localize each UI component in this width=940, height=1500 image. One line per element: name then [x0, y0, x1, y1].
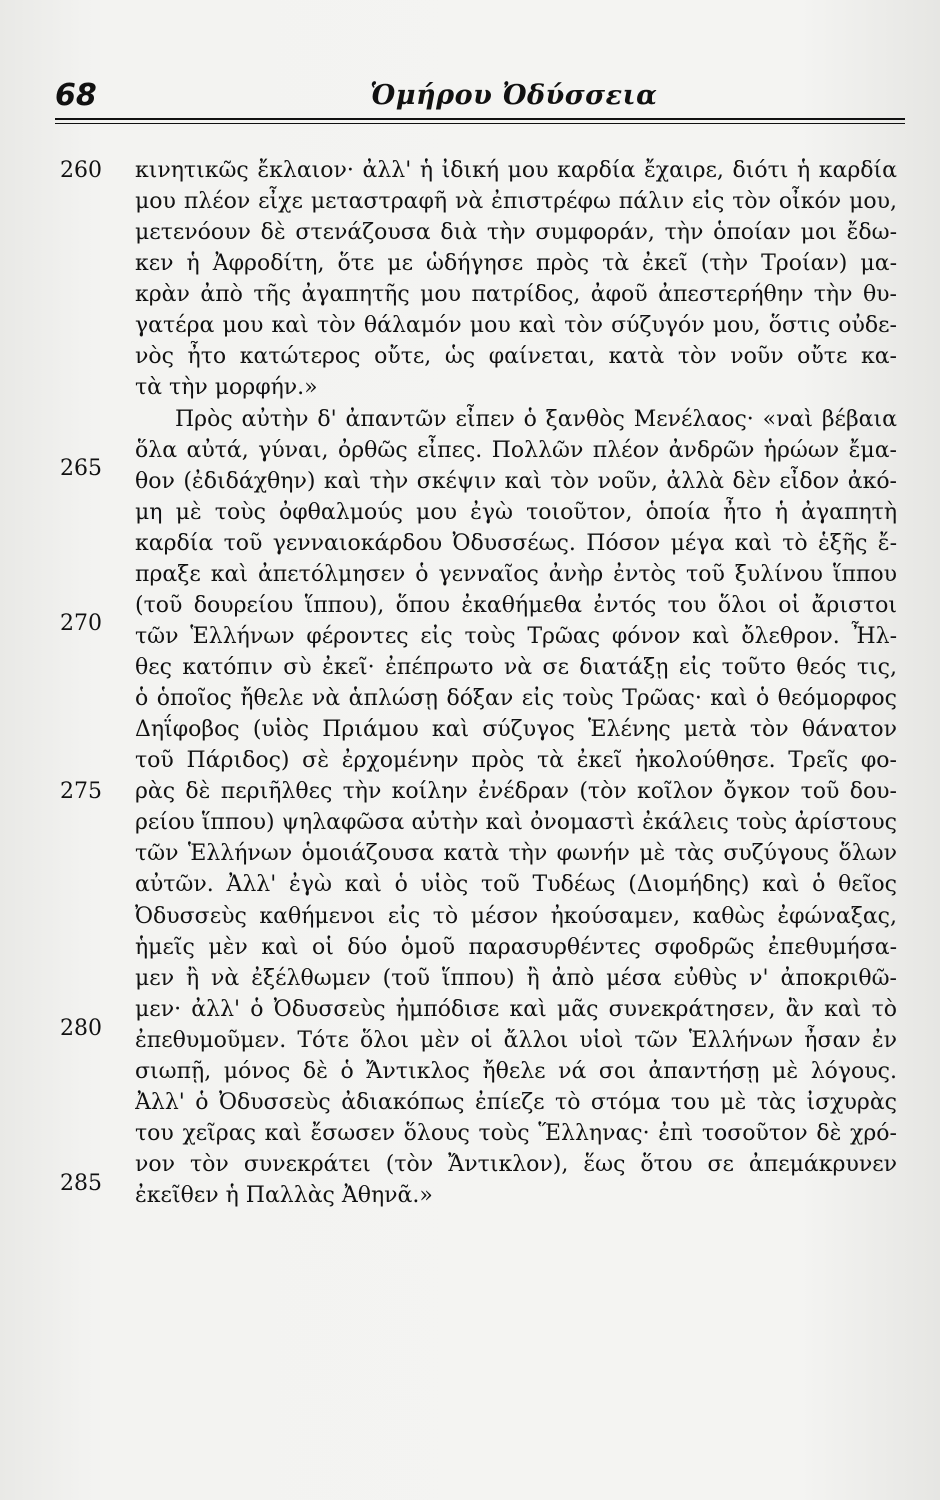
- text-line: μεν ἢ νὰ ἐξέλθωμεν (τοῦ ἵππου) ἢ ἀπὸ μέσα εὐθὺς ν' ἀποκριθῶ-: [135, 965, 897, 991]
- text-line: Ὀδυσσεὺς καθήμενοι εἰς τὸ μέσον ἠκούσαμεν, καθὼς ἐφώναξας,: [135, 903, 897, 929]
- text-line: κινητικῶς ἔκλαιον· ἀλλ' ἡ ἰδική μου καρδία ἔχαιρε, διότι ἡ καρδία: [135, 158, 897, 183]
- text-line: μετενόουν δὲ στενάζουσα διὰ τὴν συμφοράν, τὴν ὁποίαν μοι ἔδω-: [135, 220, 897, 246]
- text-line: τὰ τὴν μορφήν.»: [135, 375, 318, 401]
- text-line: νὸς ἦτο κατώτερος οὔτε, ὡς φαίνεται, κατὰ τὸν νοῦν οὔτε κα-: [135, 344, 897, 370]
- verse-number: 270: [60, 611, 102, 636]
- text-line: ἡμεῖς μὲν καὶ οἱ δύο ὁμοῦ παρασυρθέντες σφοδρῶς ἐπεθυμήσα-: [135, 934, 897, 960]
- page-number: 68: [55, 78, 97, 113]
- text-line: αὐτῶν. Ἀλλ' ἐγὼ καὶ ὁ υἱὸς τοῦ Τυδέως (Διομήδης) καὶ ὁ θεῖος: [135, 872, 897, 898]
- page-header: [55, 78, 885, 118]
- text-line: ρείου ἵππου) ψηλαφῶσα αὐτὴν καὶ ὀνομαστὶ ἐκάλεις τοὺς ἀρίστους: [135, 810, 897, 836]
- header-rule-thin: [55, 123, 905, 124]
- text-line: Δηΐφοβος (υἱὸς Πριάμου καὶ σύζυγος Ἑλένης μετὰ τὸν θάνατον: [135, 717, 897, 743]
- text-line: τοῦ Πάριδος) σὲ ἐρχομένην πρὸς τὰ ἐκεῖ ἠκολούθησε. Τρεῖς φο-: [135, 748, 897, 774]
- text-line: Ἀλλ' ὁ Ὀδυσσεὺς ἀδιακόπως ἐπίεζε τὸ στόμα του μὲ τὰς ἰσχυρὰς: [135, 1089, 897, 1115]
- text-line: ἐκεῖθεν ἡ Παλλὰς Ἀθηνᾶ.»: [135, 1183, 433, 1209]
- text-line: (τοῦ δουρείου ἵππου), ὅπου ἐκαθήμεθα ἐντός του ὅλοι οἱ ἄριστοι: [135, 592, 897, 618]
- text-line: τῶν Ἑλλήνων ὁμοιάζουσα κατὰ τὴν φωνήν μὲ τὰς συζύγους ὅλων: [135, 841, 897, 867]
- header-rule: [55, 118, 905, 120]
- text-line: μεν· ἀλλ' ὁ Ὀδυσσεὺς ἠμπόδισε καὶ μᾶς συνεκράτησεν, ἂν καὶ τὸ: [135, 996, 897, 1022]
- text-line: ἐπεθυμοῦμεν. Τότε ὅλοι μὲν οἱ ἄλλοι υἱοὶ τῶν Ἑλλήνων ἦσαν ἐν: [135, 1027, 897, 1053]
- text-line: καρδία τοῦ γενναιοκάρδου Ὀδυσσέως. Πόσον μέγα καὶ τὸ ἑξῆς ἔ-: [135, 530, 897, 556]
- text-line: μου πλέον εἶχε μεταστραφῆ νὰ ἐπιστρέφω πάλιν εἰς τὸν οἶκόν μου,: [135, 189, 897, 215]
- text-line: γατέρα μου καὶ τὸν θάλαμόν μου καὶ τὸν σύζυγόν μου, ὅστις οὐδε-: [135, 313, 897, 339]
- text-line: θον (ἐδιδάχθην) καὶ τὴν σκέψιν καὶ τὸν νοῦν, ἀλλὰ δὲν εἶδον ἀκό-: [135, 468, 897, 494]
- verse-number: 280: [60, 1016, 102, 1041]
- running-title: Ὁμήρου Ὀδύσσεια: [370, 80, 658, 111]
- body-text: [135, 155, 897, 1211]
- text-line: πραξε καὶ ἀπετόλμησεν ὁ γενναῖος ἀνὴρ ἐντὸς τοῦ ξυλίνου ἵππου: [135, 561, 897, 587]
- text-line: του χεῖρας καὶ ἔσωσεν ὅλους τοὺς Ἕλληνας· ἐπὶ τοσοῦτον δὲ χρό-: [135, 1120, 897, 1146]
- verse-number: 285: [60, 1171, 102, 1196]
- verse-number: 260: [60, 158, 102, 183]
- text-line: κρὰν ἀπὸ τῆς ἀγαπητῆς μου πατρίδος, ἀφοῦ ἀπεστερήθην τὴν θυ-: [135, 282, 897, 308]
- text-line: ὅλα αὐτά, γύναι, ὀρθῶς εἶπες. Πολλῶν πλέον ἀνδρῶν ἡρώων ἔμα-: [135, 437, 897, 463]
- text-line: τῶν Ἑλλήνων φέροντες εἰς τοὺς Τρῶας φόνον καὶ ὄλεθρον. Ἦλ-: [135, 623, 897, 649]
- verse-number: 265: [60, 456, 102, 481]
- text-line: Πρὸς αὐτὴν δ' ἀπαντῶν εἶπεν ὁ ξανθὸς Μενέλαος· «ναὶ βέβαια: [175, 406, 897, 432]
- text-line: σιωπῇ, μόνος δὲ ὁ Ἄντικλος ἤθελε νά σοι ἀπαντήσῃ μὲ λόγους.: [135, 1058, 897, 1084]
- text-line: ὁ ὁποῖος ἤθελε νὰ ἁπλώσῃ δόξαν εἰς τοὺς Τρῶας· καὶ ὁ θεόμορφος: [135, 686, 897, 712]
- text-line: κεν ἡ Ἀφροδίτη, ὅτε με ὡδήγησε πρὸς τὰ ἐκεῖ (τὴν Τροίαν) μα-: [135, 251, 897, 277]
- text-line: μη μὲ τοὺς ὀφθαλμούς μου ἐγὼ τοιοῦτον, ὁποία ἦτο ἡ ἀγαπητὴ: [135, 499, 897, 525]
- text-line: θες κατόπιν σὺ ἐκεῖ· ἐπέπρωτο νὰ σε διατάξῃ εἰς τοῦτο θεός τις,: [135, 655, 897, 680]
- text-line: νον τὸν συνεκράτει (τὸν Ἄντικλον), ἕως ὅτου σε ἀπεμάκρυνεν: [135, 1152, 897, 1177]
- text-line: ρὰς δὲ περιῆλθες τὴν κοίλην ἐνέδραν (τὸν κοῖλον ὄγκον τοῦ δου-: [135, 779, 897, 805]
- verse-number: 275: [60, 779, 102, 804]
